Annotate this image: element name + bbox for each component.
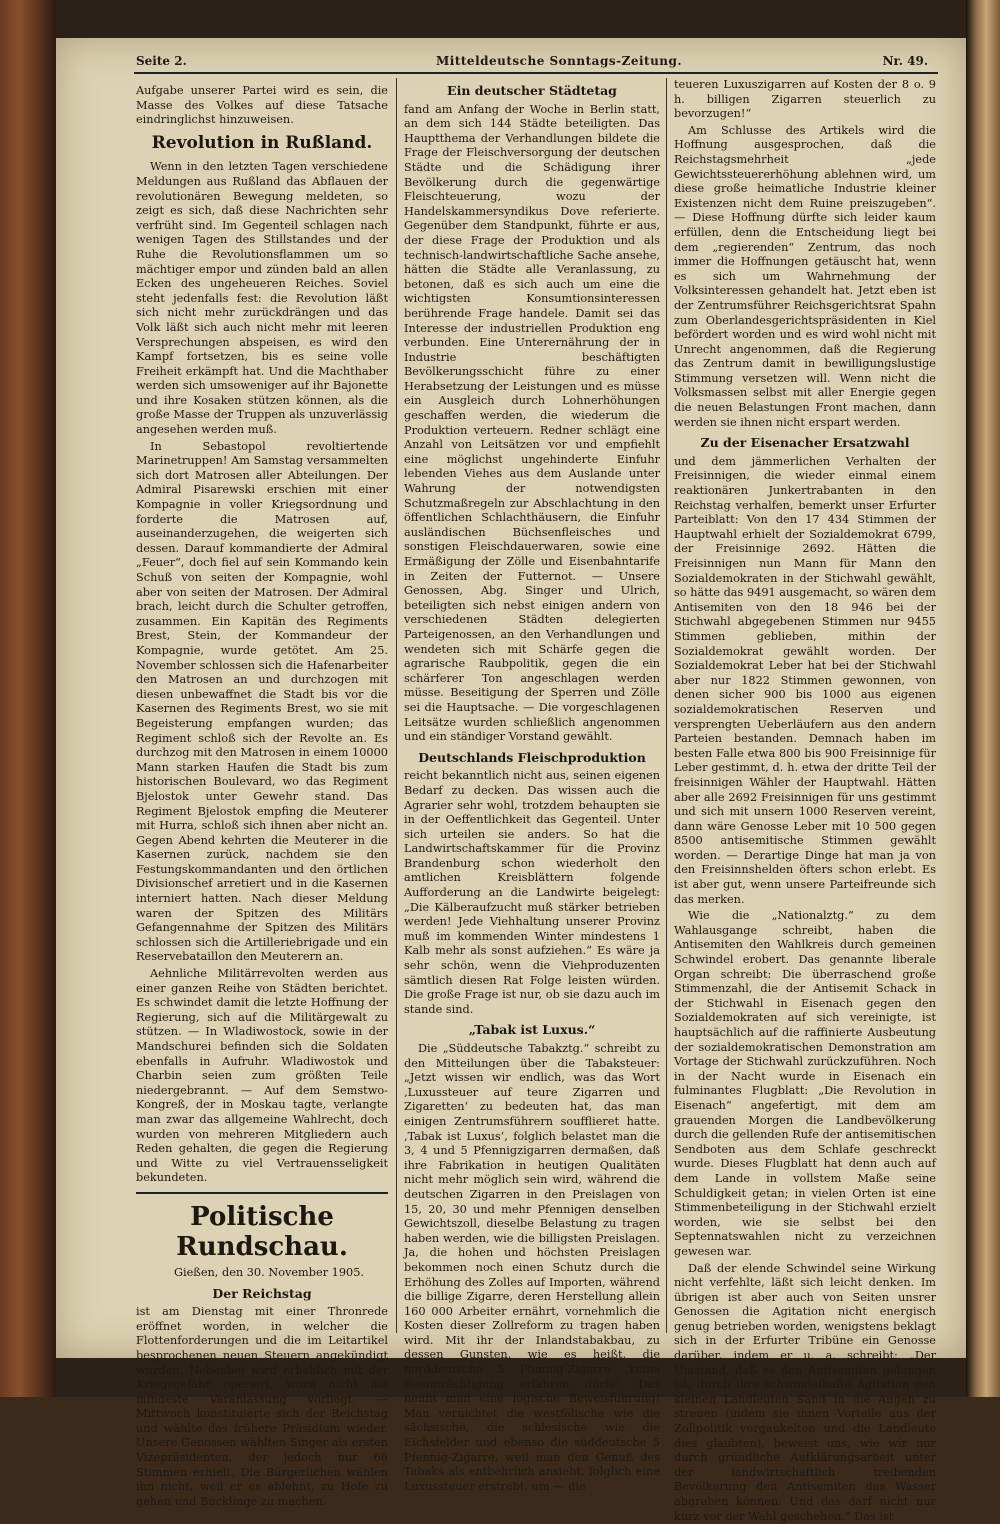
issue-number: Nr. 49. [883,54,928,68]
column-divider-1 [396,78,397,1333]
header-rule [134,72,938,74]
book-binding-right [966,0,1000,1397]
dateline: Gießen, den 30. November 1905. [136,1266,388,1281]
intro-text: Aufgabe unserer Partei wird es sein, die Masse des Volkes auf diese Tatsache eindringlichst hinzuweisen. [136,84,388,128]
paragraph: Die „Süddeutsche Tabakztg.“ schreibt zu den Mitteilungen über die Tabaksteuer: „Jetzt wissen wir endlich, was das Wort ‚Luxussteuer auf teure Zigarren und Zigaretten‘ zu bedeuten hat, das man einigen Zentrumsführern soufflieret hatte. ‚Tabak ist Luxus‘, folglich belastet man die 3, 4 und 5 Pfennigzigarren dermaßen, daß ihre Fabrikation in heutigen Qualitäten nicht mehr möglich sein wird, während die deutschen Zigarren in den Preislagen von 15, 20, 30 und mehr Pfennigen denselben Gewichtszoll, dieselbe Belastung zu tragen haben werden, wie die billigsten Preislagen. Ja, die hohen und höchsten Preislagen bekommen noch einen Schutz durch die Erhöhung des Zolles auf Importen, während die billige Zigarre, deren Herstellung allein 160 000 Arbeiter ernährt, vornehmlich die Kosten dieser Zollreform zu tragen haben wird. Mit ihr der Inlandstabakbau, zu dessen Gunsten, wie es heißt, die norddeutsche 5 Pfennig-Zigarre ‚keine Beeinträchtigung erfahren dürfe‘. Das nennt man eine logische Beweisführung! Man vernichtet die westfälische wie die sächsische, die schlesische wie die Eichsfelder und ebenso die süddeutsche 5 Pfennig-Zigarre, weil man den Genuß des Tabaks als entbehrlich ansieht, folglich eine Luxussteuer erstrebt, um — die [404,1042,660,1494]
paragraph: Daß der elende Schwindel seine Wirkung nicht verfehlte, läßt sich leicht denken. Im übrigen ist aber auch von Seiten unsrer Genossen die Agitation nicht energisch genug betrieben worden, wenigstens beklagt sich in der Erfurter Tribüne ein Genosse darüber, indem er u. a. schreibt: „Der Umstand, daß es den Antisemiten gelungen ist, durch ihre schwindelhafte Agitation den kleinen Landleuten Sand in die Augen zu streuen (indem sie ihnen Vorteile aus der Zollpolitik vorgaukelten und die Landleute dies glaubten), beweist uns, wie wir nur durch gründliche Aufklärungsarbeit unter der landwirtschaftlich treibenden Bevölkerung den Antisemiten das Wasser abgraben können. Und das darf nicht nur kurz vor der Wahl geschehen.“ Das ist [674,1262,936,1524]
paragraph: Wie die „Nationalztg.“ zu dem Wahlausgange schreibt, haben die Antisemiten den Wahlkreis durch gemeinen Schwindel erobert. Das genannte liberale Organ schreibt: Die überraschend große Stimmenzahl, die der Antisemit Schack in der Stichwahl in Eisenach gegen den Sozialdemokraten auf sich vereinigte, ist hauptsächlich auf die raffinierte Ausbeutung der sozialdemokratischen Demonstration am Vortage der Stichwahl zurückzuführen. Noch in der Nacht wurde in Eisenach ein fulminantes Flugblatt: „Die Revolution in Eisenach“ angefertigt, mit dem am grauenden Morgen die Landbevölkerung durch die gellenden Rufe der antisemitischen Sendboten aus dem Schlafe geschreckt wurde. Dieses Flugblatt hat denn auch auf dem Lande in vollstem Maße seine Schuldigkeit getan; in vielen Orten ist eine Stimmenbeteiligung in der Stichwahl erzielt worden, wie sie selbst bei den Septennatswahlen nicht zu verzeichnen gewesen war. [674,909,936,1259]
newspaper-page [56,38,966,1358]
section-separator [136,1192,388,1194]
heading-rundschau: Politische Rundschau. [136,1202,388,1262]
paragraph: Am Schlusse des Artikels wird die Hoffnung ausgesprochen, daß die Reichstagsmehrheit „jede Gewichtssteuererhöhung ablehnen wird, um diese große heimatliche Industrie kleiner Existenzen nicht dem Ruine preiszugeben“. — Diese Hoffnung dürfte sich leider kaum erfüllen, denn die Entscheidung liegt bei dem „regierenden“ Zentrum, das noch immer die Hoffnungen getäuscht hat, wenn es sich um Wahrnehmung der Volksinteressen gehandelt hat. Jetzt eben ist der Zentrumsführer Reichsgerichtsrat Spahn zum Oberlandesgerichtspräsidenten in Kiel befördert worden und es wird wohl nicht mit Unrecht angenommen, daß die Regierung das Zentrum damit in bewilligungslustige Stimmung versetzen will. Wenn nicht die Volksmassen selbst mit aller Energie gegen die neuen Belastungen Front machen, dann werden sie ihnen nicht erspart werden. [674,124,936,430]
heading-fleischproduktion: Deutschlands Fleischproduktion [404,751,660,766]
heading-reichstag: Der Reichstag [136,1287,388,1302]
paragraph: Wenn in den letzten Tagen verschiedene Meldungen aus Rußland das Abflauen der revolutionären Bewegung meldeten, so zeigt es sich, daß diese Nachrichten sehr verfrüht sind. Im Gegenteil schlagen nach wenigen Tagen des Stillstandes und der Ruhe die Revolutionsflammen um so mächtiger empor und zünden bald an allen Ecken des ungeheueren Reiches. Soviel steht jedenfalls fest: die Revolution läßt sich nicht mehr zurückdrängen und das Volk läßt sich auch nicht mehr mit leeren Versprechungen abspeisen, es wird den Kampf fortsetzen, bis es seine volle Freiheit erkämpft hat. Und die Machthaber werden sich umsoweniger auf ihr Bajonette und ihre Kosaken stützen können, als die große Masse der Truppen als unzuverlässig angesehen werden muß. [136,160,388,437]
heading-staedtetag: Ein deutscher Städtetag [404,84,660,99]
column-divider-2 [666,78,667,1333]
paragraph: reicht bekanntlich nicht aus, seinen eigenen Bedarf zu decken. Das wissen auch die Agrarier sehr wohl, trotzdem behaupten sie in der Oeffentlichkeit das Gegenteil. Unter sich urteilen sie anders. So hat die Landwirtschaftskammer für die Provinz Brandenburg schon wiederholt den amtlichen Kreisblättern folgende Aufforderung an die Landwirte beigelegt: „Die Kälberaufzucht muß stärker betrieben werden! Jede Viehhaltung unserer Provinz muß im kommenden Winter mindestens 1 Kalb mehr als sonst aufziehen.“ Es wäre ja sehr schön, wenn die Viehproduzenten sämtlich diesen Rat Folge leisten würden. Die große Frage ist nur, ob sie dazu auch im stande sind. [404,769,660,1017]
paragraph: fand am Anfang der Woche in Berlin statt, an dem sich 144 Städte beteiligten. Das Hauptthema der Verhandlungen bildete die Frage der Fleischversorgung der deutschen Städte und die Schädigung ihrer Bevölkerung durch die gegenwärtige Fleischteuerung, wozu der Handelskammersyndikus Dove referierte. Gegenüber dem Standpunkt, führte er aus, der diese Frage der Produktion und als technisch-landwirtschaftliche Sache ansehe, hätten die Städte alle Veranlassung, zu betonen, daß es sich auch um eine die wichtigsten Konsumtionsinteressen berührende Frage handele. Damit sei das Interesse der industriellen Produktion eng verbunden. Eine Unterernährung der in Industrie beschäftigten Bevölkerungsschicht führe zu einer Herabsetzung der Leistungen und es müsse ein Ausgleich durch Lohnerhöhungen geschaffen werden, die wiederum die Produktion verteuern. Redner schlägt eine Anzahl von Leitsätzen vor und empfiehlt eine möglichst ungehinderte Einfuhr lebenden Viehes aus dem Auslande unter Wahrung der notwendigsten Schutzmaßregeln zur Abschlachtung in den öffentlichen Schlachthäusern, die Einfuhr ausländischen Büchsenfleisches und sonstigen Fleischdauerwaren, sowie eine Ermäßigung der Zölle und Eisenbahntarife in Zeiten der Futternot. — Unsere Genossen, Abg. Singer und Ulrich, beteiligten sich nebst einigen andern von verschiedenen Städten delegierten Parteigenossen, an den Verhandlungen und wendeten sich mit Schärfe gegen die agrarische Raubpolitik, gegen die ein schärferer Ton angeschlagen werden müsse. Beseitigung der Sperren und Zölle sei die Hauptsache. — Die vorgeschlagenen Leitsätze wurden schließlich angenommen und ein ständiger Vorstand gewählt. [404,103,660,745]
column-3 [674,78,936,1328]
book-binding-left [0,0,56,1397]
heading-revolution: Revolution in Rußland. [136,136,388,151]
paragraph: und dem jämmerlichen Verhalten der Freisinnigen, die wieder einmal einem reaktionären Junkertrabanten in den Reichstag verhalfen, bemerkt unser Erfurter Parteiblatt: Von den 17 434 Stimmen der Hauptwahl erhielt der Sozialdemokrat 6799, der Freisinnige 2692. Hätten die Freisinnigen nun Mann für Mann den Sozialdemokraten in der Stichwahl gewählt, so hätte das 9491 ausgemacht, so wären dem Antisemiten von den 18 946 bei der Stichwahl abgegebenen Stimmen nur 9455 Stimmen geblieben, mithin der Sozialdemokrat gewählt worden. Der Sozialdemokrat Leber hat bei der Stichwahl aber nur 1822 Stimmen gewonnen, von denen sicher 900 bis 1000 aus eigenen sozialdemokratischen Reserven und versprengten Ueberläufern aus den andern Parteien bestanden. Demnach haben im besten Falle etwa 800 bis 900 Freisinnige für Leber gestimmt, d. h. etwa der dritte Teil der freisinnigen Wähler der Hauptwahl. Hätten aber alle 2692 Freisinnigen für uns gestimmt und sich mit unsern 1000 Reserven vereint, dann wäre Genosse Leber mit 10 500 gegen 8500 antisemitische Stimmen gewählt worden. — Derartige Dinge hat man ja von den Freisinnshelden öfters schon erlebt. Es ist aber gut, wenn unsere Parteifreunde sich das merken. [674,455,936,907]
heading-eisenach: Zu der Eisenacher Ersatzwahl [674,436,936,451]
paragraph: In Sebastopol revoltiertende Marinetruppen! Am Samstag versammelten sich dort Matrosen aller Abteilungen. Der Admiral Pisarewski erschien mit einer Kompagnie in voller Kriegsordnung und forderte die Matrosen auf, auseinanderzugehen, die weigerten sich dessen. Darauf kommandierte der Admiral „Feuer“, doch fiel auf sein Kommando kein Schuß von seiten der Kompagnie, wohl aber von seiten der Matrosen. Der Admiral brach, leicht durch die Schulter getroffen, zusammen. Ein Kapitän des Regiments Brest, Stein, der Kommandeur der Kompagnie, wurde getötet. Am 25. November schlossen sich die Hafenarbeiter den Matrosen an und durchzogen mit diesen unbewaffnet die Stadt bis vor die Kasernen des Regiments Brest, wo sie mit Begeisterung empfangen wurden; das Regiment schloß sich der Revolte an. Es durchzog mit den Matrosen in einem 10000 Mann starken Haufen die Stadt bis zum historischen Boulevard, wo das Regiment Bjelostok unter Gewehr stand. Das Regiment Bjelostok empfing die Meuterer mit Hurra, schloß sich ihnen aber nicht an. Gegen Abend kehrten die Meuterer in die Kasernen zurück, nachdem sie den Festungskommandanten und den örtlichen Divisionschef arretiert und in die Kasernen interniert hatten. Nach dieser Meldung waren der Spitzen des Militärs Gefangennahme der Spitzen des Militärs schlossen sich die Artilleriebrigade und ein Reservebataillon den Meuterern an. [136,440,388,965]
newspaper-title: Mitteldeutsche Sonntags-Zeitung. [436,54,682,68]
column-1 [136,84,388,1334]
page-label: Seite 2. [136,54,187,68]
paragraph: Aehnliche Militärrevolten werden aus einer ganzen Reihe von Städten berichtet. Es schwindet damit die letzte Hoffnung der Regierung, sich auf die Militärgewalt zu stützen. — In Wladiwostock, sowie in der Mandschurei befinden sich die Soldaten ebenfalls in Aufruhr. Wladiwostok und Charbin seien zum größten Teile niedergebrannt. — Auf dem Semstwo-Kongreß, der in Moskau tagte, verlangte man zwar das allgemeine Wahlrecht, doch wurden von mehreren Mitgliedern auch Reden gehalten, die gegen die Regierung und Witte zu viel Vertrauensseligkeit bekundeten. [136,967,388,1186]
page-header [136,50,958,72]
paragraph: teueren Luxuszigarren auf Kosten der 8 o. 9 h. billigen Zigarren steuerlich zu bevorzugen!“ [674,78,936,122]
paragraph: ist am Dienstag mit einer Thronrede eröffnet worden, in welcher die Flottenforderungen und die im Leitartikel besprochenen neuen Steuern angekündigt wurden. Nebenbei wird erheblich mit der Kriegsgefahr operiert, wozu nicht die mindeste Veranlassung vorliegt. — Mittwoch konstituierte sich der Reichstag und wählte das frühere Präsidium wieder. Unsere Genossen wählten Singer als ersten Vizepräsidenten, der jedoch nur 66 Stimmen erhielt. Die Bürgerlichen wählen ihn nicht, weil er es ablehnt, zu Hofe zu gehen und Bücklinge zu machen. [136,1305,388,1509]
heading-tabak: „Tabak ist Luxus.“ [404,1023,660,1038]
column-2 [404,84,660,1334]
